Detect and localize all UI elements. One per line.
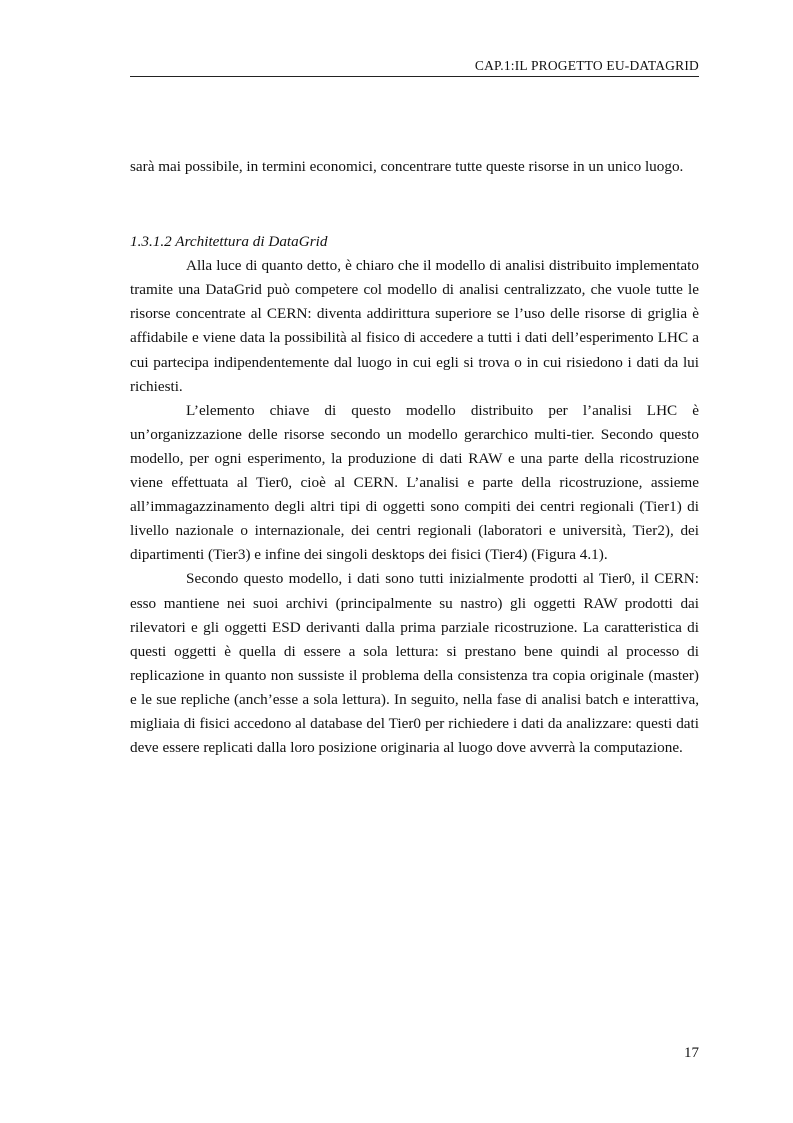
page-number: 17 bbox=[684, 1045, 699, 1061]
paragraph-1: Alla luce di quanto detto, è chiaro che il modello di analisi distribuito implementato tramite una DataGrid può competere col modello di analisi centralizzato, che vuole tutte le risorse concentrate al CERN: diventa addirittura superiore se l’uso delle risorse di griglia è affidabile e viene data la possibilità al fisico di accedere a tutti i dati dell’esperimento LHC a cui partecipa indipendentemente dal luogo in cui egli si trova o in cui risiedono i dati da lui richiesti. bbox=[130, 257, 699, 395]
header-rule bbox=[130, 76, 699, 77]
page-body bbox=[130, 155, 699, 760]
paragraph-2: L’elemento chiave di questo modello distribuito per l’analisi LHC è un’organizzazione delle risorse secondo un modello gerarchico multi-tier. Secondo questo modello, per ogni esperimento, la produzione di dati RAW e una parte della ricostruzione viene effettuata al Tier0, cioè al CERN. L’analisi e parte della ricostruzione, assieme all’immagazzinamento degli altri tipi di oggetti sono compiti dei centri regionali (Tier1) di livello nazionale o internazionale, dei centri regionali (laboratori e università, Tier2), dei dipartimenti (Tier3) e infine dei singoli desktops dei fisici (Tier4) (Figura 4.1). bbox=[130, 401, 699, 564]
paragraph-3: Secondo questo modello, i dati sono tutti inizialmente prodotti al Tier0, il CERN: esso mantiene nei suoi archivi (principalmente su nastro) gli oggetti RAW prodotti dai rilevatori e gli oggetti ESD derivanti dalla prima parziale ricostruzione. La caratteristica di questi oggetti è quella di essere a sola lettura: si prestano bene quindi al processo di replicazione in quanto non sussiste il problema della consistenza tra copia originale (master) e le sue repliche (anch’esse a sola lettura). In seguito, nella fase di analisi batch e interattiva, migliaia di fisici accedono al database del Tier0 per richiedere i dati da analizzare: questi dati deve essere replicati dalla loro posizione originaria al luogo dove avverrà la computazione. bbox=[130, 570, 699, 757]
continuation-paragraph: sarà mai possibile, in termini economici, concentrare tutte queste risorse in un unico luogo. bbox=[130, 158, 684, 175]
section-heading: 1.3.1.2 Architettura di DataGrid bbox=[130, 233, 328, 251]
running-header: CAP.1:IL PROGETTO EU-DATAGRID bbox=[474, 58, 699, 73]
